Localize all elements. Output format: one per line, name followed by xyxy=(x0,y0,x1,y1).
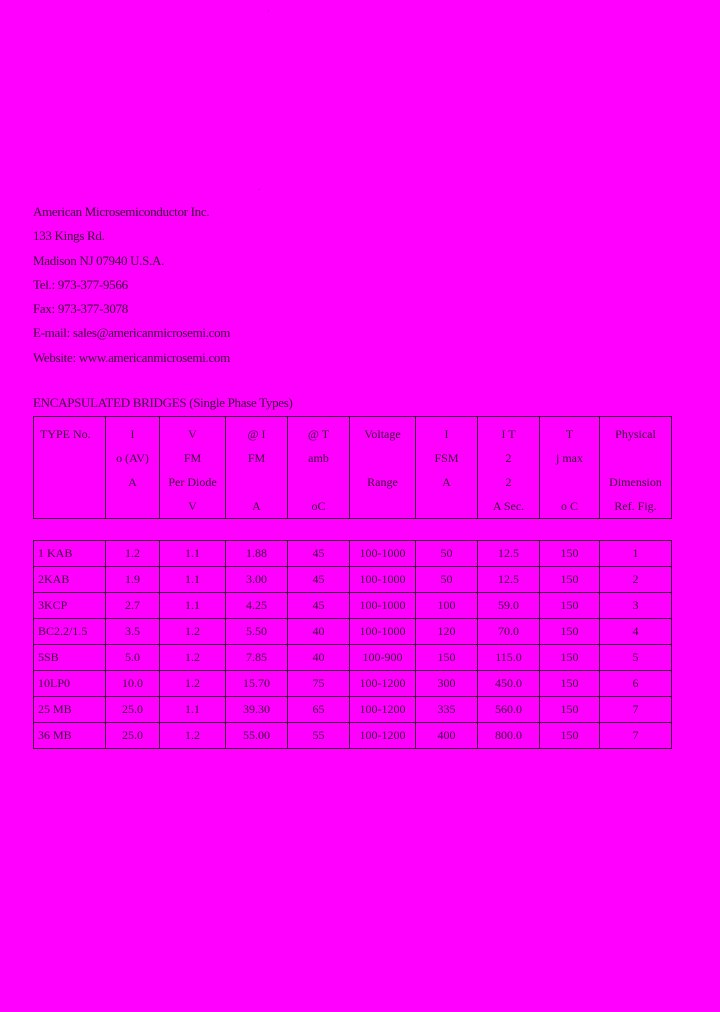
header-line: I xyxy=(444,427,449,441)
value-cell: 5.50 xyxy=(226,619,288,645)
type-cell: 36 MB xyxy=(34,723,106,749)
value-cell: 1.2 xyxy=(160,645,226,671)
value-cell: 100-900 xyxy=(350,645,416,671)
company-name: American Microsemiconductor Inc. xyxy=(33,204,210,219)
value-cell: 2 xyxy=(600,567,672,593)
header-cell xyxy=(288,417,350,519)
city-address: Madison NJ 07940 U.S.A. xyxy=(33,252,165,268)
header-line: j max xyxy=(556,451,583,465)
fax: Fax: 973-377-3078 xyxy=(33,301,128,317)
value-cell: 25.0 xyxy=(106,697,160,723)
value-cell: 4 xyxy=(600,619,672,645)
value-cell: 75 xyxy=(288,671,350,697)
header-line: FM xyxy=(247,451,266,465)
value-cell: 6 xyxy=(600,671,672,697)
table-row xyxy=(34,645,672,671)
value-cell: 50 xyxy=(416,541,478,567)
header-line: TYPE No. xyxy=(40,427,91,441)
value-cell: 3 xyxy=(600,593,672,619)
value-cell: 5 xyxy=(600,645,672,671)
header-line: amb xyxy=(308,451,329,465)
header-line: @ I xyxy=(247,427,266,441)
value-cell: 150 xyxy=(540,723,600,749)
value-cell: 7 xyxy=(600,697,672,723)
value-cell: 1.1 xyxy=(160,697,226,723)
value-cell: 3.00 xyxy=(226,567,288,593)
value-cell: 400 xyxy=(416,723,478,749)
value-cell: 55.00 xyxy=(226,723,288,749)
value-cell: 150 xyxy=(540,593,600,619)
value-cell: 7 xyxy=(600,723,672,749)
header-line: A xyxy=(128,475,137,489)
header-cell xyxy=(600,417,672,519)
header-line xyxy=(350,494,415,518)
value-cell: 335 xyxy=(416,697,478,723)
value-cell: 560.0 xyxy=(478,697,540,723)
email: E-mail: sales@americanmicrosemi.com xyxy=(33,325,231,341)
header-line: A Sec. xyxy=(492,499,525,513)
value-cell: 150 xyxy=(540,567,600,593)
value-cell: 150 xyxy=(540,619,600,645)
header-line: I T xyxy=(501,427,516,441)
value-cell: 39.30 xyxy=(226,697,288,723)
value-cell: 55 xyxy=(288,723,350,749)
header-line: Voltage xyxy=(364,427,401,441)
value-cell: 100-1200 xyxy=(350,723,416,749)
value-cell: 65 xyxy=(288,697,350,723)
header-line: o C xyxy=(560,499,578,513)
value-cell: 5.0 xyxy=(106,645,160,671)
value-cell: 150 xyxy=(540,645,600,671)
value-cell: 150 xyxy=(540,541,600,567)
header-line: Physical xyxy=(615,427,656,441)
header-cell xyxy=(226,417,288,519)
value-cell: 1.2 xyxy=(160,723,226,749)
type-cell: 2KAB xyxy=(34,567,106,593)
value-cell: 12.5 xyxy=(478,567,540,593)
value-cell: 45 xyxy=(288,567,350,593)
table-row xyxy=(34,619,672,645)
scan-speck: ' xyxy=(268,10,270,16)
scan-speck: - xyxy=(258,187,260,193)
header-line xyxy=(226,470,287,494)
value-cell: 4.25 xyxy=(226,593,288,619)
value-cell: 1.1 xyxy=(160,567,226,593)
header-line: oC xyxy=(311,499,326,513)
value-cell: 45 xyxy=(288,541,350,567)
value-cell: 40 xyxy=(288,645,350,671)
header-line: Range xyxy=(367,475,398,489)
header-cell xyxy=(350,417,416,519)
value-cell: 150 xyxy=(540,671,600,697)
street-address: 133 Kings Rd. xyxy=(33,228,105,244)
header-line: FSM xyxy=(434,451,459,465)
value-cell: 100-1200 xyxy=(350,671,416,697)
table-row xyxy=(34,593,672,619)
header-cell xyxy=(416,417,478,519)
value-cell: 70.0 xyxy=(478,619,540,645)
header-line: Ref. Fig. xyxy=(614,499,657,513)
type-cell: 25 MB xyxy=(34,697,106,723)
header-line: FM xyxy=(183,451,202,465)
table-row xyxy=(34,723,672,749)
value-cell: 12.5 xyxy=(478,541,540,567)
value-cell: 45 xyxy=(288,593,350,619)
value-cell: 1.2 xyxy=(160,619,226,645)
value-cell: 59.0 xyxy=(478,593,540,619)
header-line xyxy=(600,446,671,470)
value-cell: 100-1000 xyxy=(350,541,416,567)
value-cell: 15.70 xyxy=(226,671,288,697)
contact-block xyxy=(33,200,230,370)
header-line: Dimension xyxy=(609,475,662,489)
header-line: @ T xyxy=(307,427,330,441)
value-cell: 40 xyxy=(288,619,350,645)
header-line xyxy=(288,470,349,494)
header-line: T xyxy=(565,427,574,441)
header-line: Per Diode xyxy=(168,475,217,489)
value-cell: 100-1000 xyxy=(350,593,416,619)
telephone: Tel.: 973-377-9566 xyxy=(33,276,128,292)
header-row xyxy=(34,417,672,519)
section-title: ENCAPSULATED BRIDGES (Single Phase Types) xyxy=(33,395,293,410)
value-cell: 1.2 xyxy=(160,671,226,697)
value-cell: 800.0 xyxy=(478,723,540,749)
value-cell: 100-1200 xyxy=(350,697,416,723)
value-cell: 150 xyxy=(416,645,478,671)
value-cell: 1.1 xyxy=(160,593,226,619)
spec-data-table xyxy=(33,540,672,749)
value-cell: 50 xyxy=(416,567,478,593)
table-row xyxy=(34,671,672,697)
table-row xyxy=(34,541,672,567)
header-line: V xyxy=(188,499,197,513)
value-cell: 2.7 xyxy=(106,593,160,619)
data-body xyxy=(34,541,672,749)
header-line: A xyxy=(252,499,261,513)
website: Website: www.americanmicrosemi.com xyxy=(33,349,230,365)
header-line: o (AV) xyxy=(116,451,149,465)
value-cell: 150 xyxy=(540,697,600,723)
type-cell: 5SB xyxy=(34,645,106,671)
header-line xyxy=(350,446,415,470)
header-line: V xyxy=(188,427,197,441)
value-cell: 100 xyxy=(416,593,478,619)
value-cell: 100-1000 xyxy=(350,619,416,645)
value-cell: 1.88 xyxy=(226,541,288,567)
type-cell: BC2.2/1.5 xyxy=(34,619,106,645)
header-cell xyxy=(478,417,540,519)
value-cell: 300 xyxy=(416,671,478,697)
value-cell: 1.1 xyxy=(160,541,226,567)
value-cell: 115.0 xyxy=(478,645,540,671)
spec-header-table xyxy=(33,416,672,519)
value-cell: 100-1000 xyxy=(350,567,416,593)
type-cell: 10LP0 xyxy=(34,671,106,697)
header-line: I xyxy=(130,427,135,441)
table-row xyxy=(34,567,672,593)
value-cell: 7.85 xyxy=(226,645,288,671)
header-line xyxy=(416,494,477,518)
header-cell xyxy=(106,417,160,519)
table-row xyxy=(34,697,672,723)
value-cell: 3.5 xyxy=(106,619,160,645)
header-line: 2 xyxy=(505,475,512,489)
value-cell: 1.2 xyxy=(106,541,160,567)
value-cell: 120 xyxy=(416,619,478,645)
type-cell: 3KCP xyxy=(34,593,106,619)
value-cell: 25.0 xyxy=(106,723,160,749)
type-cell: 1 KAB xyxy=(34,541,106,567)
header-line: 2 xyxy=(505,451,512,465)
header-cell xyxy=(160,417,226,519)
value-cell: 1.9 xyxy=(106,567,160,593)
value-cell: 450.0 xyxy=(478,671,540,697)
header-line xyxy=(540,470,599,494)
header-cell xyxy=(34,417,106,519)
header-cell xyxy=(540,417,600,519)
value-cell: 10.0 xyxy=(106,671,160,697)
value-cell: 1 xyxy=(600,541,672,567)
header-line: A xyxy=(442,475,451,489)
